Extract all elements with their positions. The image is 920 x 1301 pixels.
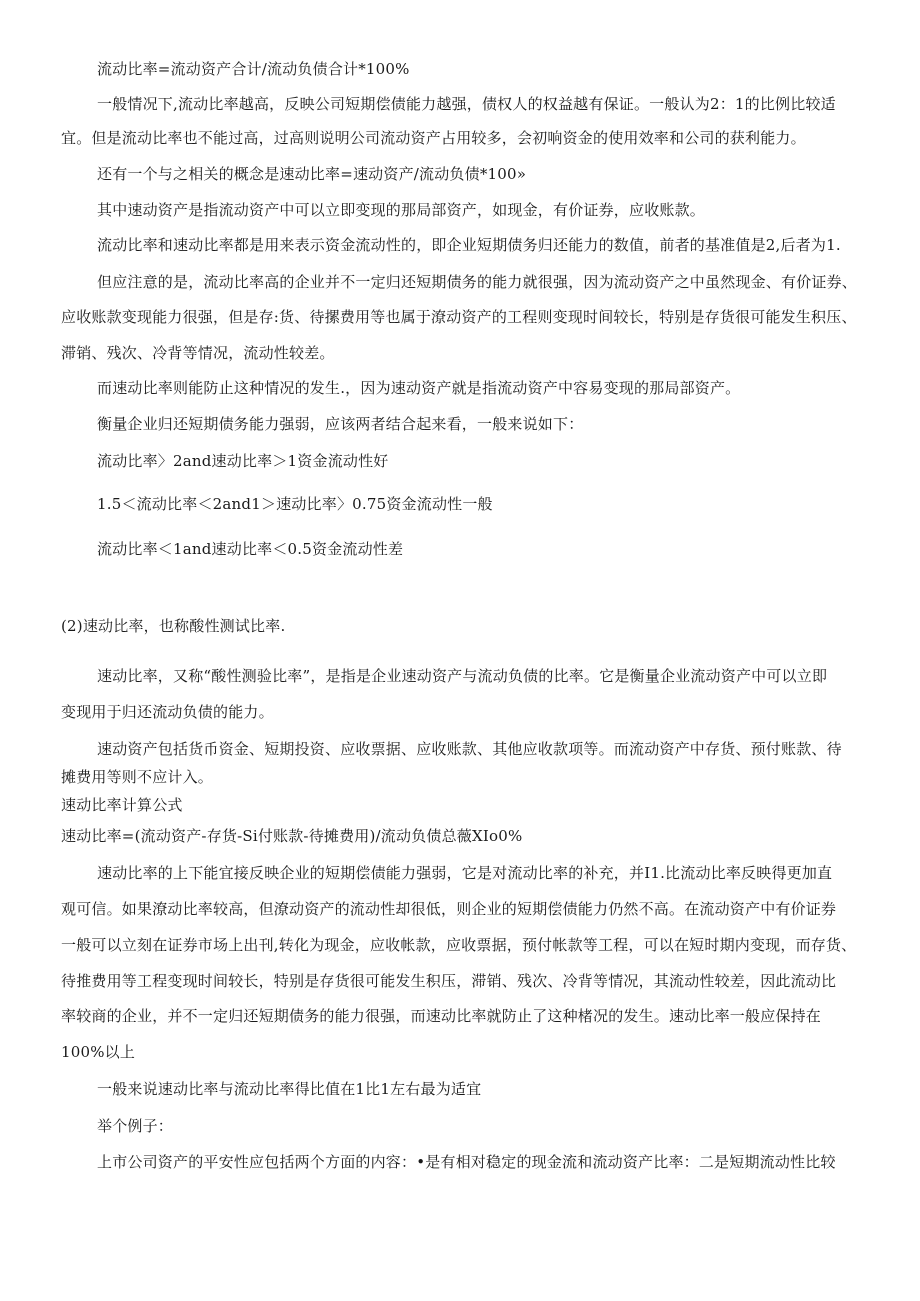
section-heading: (2)速动比率，也称酸性测试比率. xyxy=(61,617,286,635)
text-line-6: 流动比率和速动比率都是用来表示资金流动性的，即企业短期债务归还能力的数值，前者的基准值是2,后者为1. xyxy=(97,236,841,254)
text-line-13: 1.5＜流动比率＜2and1＞速动比率〉0.75资金流动性一般 xyxy=(97,495,493,513)
text-line-16: 变现用于归还流动负债的能力。 xyxy=(61,703,274,721)
text-line-12: 流动比率〉2and速动比率＞1资金流动性好 xyxy=(97,452,389,470)
text-line-11: 衡量企业归还短期债务能力强弱，应该两者结合起来看，一般来说如下： xyxy=(97,415,584,433)
text-line-9: 滞销、残次、冷背等情况，流动性较差。 xyxy=(61,344,335,362)
text-line-2: 一般情况下,流动比率越高，反映公司短期偿债能力越强，债权人的权益越有保证。一般认为2：1的比例比较适 xyxy=(97,95,836,113)
text-line-20: 速动比率=(流动资产-存货-Si付账款-待摊费用)/流动负债总薇XIo0% xyxy=(61,827,523,845)
text-line-22: 观可信。如果潦动比率较高，但潦动资产的流动性却很低，则企业的短期偿债能力仍然不高。在流动资产中有价证券 xyxy=(61,900,837,918)
text-line-1: 流动比率=流动资产合计/流动负债合计*100% xyxy=(97,60,410,78)
text-line-25: 率较商的企业，并不一定归还短期债务的能力很强，而速动比率就防止了这种楮况的发生。速动比率一般应保持在 xyxy=(61,1007,822,1025)
text-line-18: 摊费用等则不应计入。 xyxy=(61,768,214,786)
text-line-21: 速动比率的上下能宜接反映企业的短期偿债能力强弱，它是对流动比率的补充，并I1.比流动比率反映得更加直 xyxy=(97,864,833,882)
text-line-3: 宜。但是流动比率也不能过高，过高则说明公司流动资产占用较多，会初响资金的使用效率和公司的获利能力。 xyxy=(61,129,806,147)
text-line-28: 举个例子： xyxy=(97,1117,174,1135)
text-line-14: 流动比率＜1and速动比率＜0.5资金流动性差 xyxy=(97,540,404,558)
text-line-29: 上市公司资产的平安性应包括两个方面的内容：•是有相对稳定的现金流和流动资产比率：二是短期流动性比较 xyxy=(97,1153,836,1171)
text-line-15: 速动比率，又称“酸性测验比率”，是指是企业速动资产与流动负债的比率。它是衡量企业流动资产中可以立即 xyxy=(97,667,828,685)
text-line-17: 速动资产包括货币资金、短期投资、应收票据、应收账款、其他应收款项等。而流动资产中存货、预付账款、待 xyxy=(97,740,842,758)
text-line-24: 待推费用等工程变现时间较长，特别是存货很可能发生积压，滞销、残次、冷背等情况，其流动性较差，因此流动比 xyxy=(61,972,837,990)
text-line-5: 其中速动资产是指流动资产中可以立即变现的那局部资产，如现金，有价证券，应收账款。 xyxy=(97,201,706,219)
text-line-7: 但应注意的是，流动比率高的企业并不一定归还短期债务的能力就很强，因为流动资产之中虽然现金、有价证券、 xyxy=(97,273,858,291)
text-line-26: 100%以上 xyxy=(61,1043,136,1061)
text-line-8: 应收账款变现能力很强，但是存:货、待摞费用等也属于潦动资产的工程则变现时间较长，特别是存货很可能发生积压、 xyxy=(61,308,857,326)
text-line-19: 速动比率计算公式 xyxy=(61,796,183,814)
text-line-10: 而速动比率则能防止这种情况的发生.，因为速动资产就是指流动资产中容易变现的那局部资产。 xyxy=(97,379,741,397)
text-line-23: 一般可以立刻在证券市场上出刊,转化为现金，应收帐款，应收票据，预付帐款等工程，可以在短时期内变现，而存货、 xyxy=(61,936,857,954)
text-line-27: 一般来说速动比率与流动比率得比值在1比1左右最为适宜 xyxy=(97,1080,482,1098)
text-line-4: 还有一个与之相关的概念是速动比率=速动资产/流动负债*100» xyxy=(97,165,527,183)
